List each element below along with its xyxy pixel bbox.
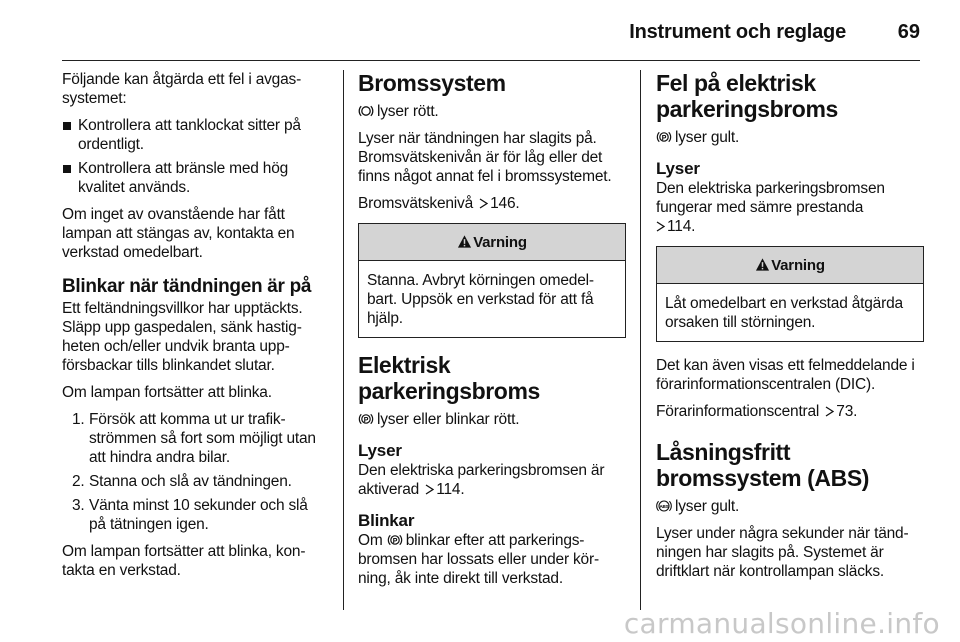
list-item: 1. Försök att komma ut ur trafikströmmen så fort som möjligt utan att hindra andra bilar. (72, 411, 316, 466)
list-item: 2. Stanna och slå av tändningen. (72, 473, 292, 490)
paragraph: Ett feltändningsvillkor har upptäckts. Släpp upp gaspedalen, sänk hastigheten och/eller undvik branta uppförsbackar tills blinkandet slutar. (62, 300, 303, 374)
warning-text: Stanna. Avbryt körningen omedelbart. Uppsök en verkstad för att få hjälp. (367, 272, 595, 327)
column-divider (640, 70, 641, 610)
section-title: Bromssystem (358, 70, 506, 96)
column-1 (62, 70, 327, 588)
paragraph: Om lampan fortsätter att blinka, kontakta en verkstad. (62, 543, 306, 579)
svg-text:ABS: ABS (659, 504, 669, 509)
paragraph: Lyser när tändningen har slagits på. Bromsvätskenivån är för låg eller det finns något annat fel i bromssystemet. (358, 130, 612, 185)
subheading: Lyser (358, 441, 402, 460)
paragraph: Den elektriska parkeringsbromsen är aktiverad 114. (358, 462, 605, 498)
column-3 (656, 70, 924, 589)
warning-text: Låt omedelbart en verkstad åtgärda orsaken till störningen. (665, 295, 903, 331)
svg-text:P: P (363, 416, 369, 424)
parking-brake-icon (387, 532, 403, 548)
bullet-list (62, 116, 327, 197)
warning-header: Varning (657, 247, 923, 284)
page-reference-arrow-icon (425, 484, 434, 495)
page-reference-arrow-icon (656, 221, 665, 232)
warning-triangle-icon (755, 257, 770, 272)
lamp-line: ABS lyser gult. (656, 497, 924, 516)
paragraph: Den elektriska parkeringsbromsen fungerar med sämre prestanda 114. (656, 180, 885, 235)
list-item: 3. Vänta minst 10 sekunder och slå på tätningen igen. (72, 497, 308, 533)
warning-box (358, 223, 626, 338)
parking-brake-icon (656, 129, 672, 145)
section-heading: Blinkar när tändningen är på (62, 276, 312, 297)
intro-text: Följande kan åtgärda ett fel i avgassystemet: (62, 71, 302, 107)
header-title: Instrument och reglage (629, 21, 846, 43)
page-reference-arrow-icon (479, 198, 488, 209)
list-item: Kontrollera att bränsle med hög kvalitet används. (62, 159, 327, 197)
page-number: 69 (897, 21, 920, 43)
subheading: Blinkar (358, 511, 415, 530)
page-header (62, 18, 920, 61)
abs-icon (656, 498, 672, 514)
watermark: carmanualsonline.info (623, 607, 940, 640)
column-2 (358, 70, 626, 596)
warning-box (656, 246, 924, 342)
reference-line: Bromsvätskenivå 146. (358, 195, 520, 212)
column-divider (343, 70, 344, 610)
warning-header: Varning (359, 224, 625, 261)
paragraph: Om inget av ovanstående har fått lampan att stängas av, kontakta en verkstad omedelbart. (62, 206, 295, 261)
paragraph: Det kan även visas ett felmeddelande i förarinformationscentralen (DIC). (656, 357, 915, 393)
section-title: Elektrisk parkeringsbroms (358, 352, 540, 404)
page-reference-arrow-icon (825, 406, 834, 417)
svg-text:P: P (392, 537, 397, 545)
list-item: Kontrollera att tanklockat sitter på ordentligt. (62, 116, 327, 154)
lamp-line: P lyser gult. (656, 128, 924, 147)
lamp-line: lyser rött. (358, 102, 626, 121)
lamp-line: P lyser eller blinkar rött. (358, 410, 626, 429)
section-title: Fel på elektrisk parkeringsbroms (656, 70, 838, 122)
warning-triangle-icon (457, 234, 472, 249)
brake-warning-icon (358, 103, 374, 119)
subheading: Lyser (656, 159, 700, 178)
parking-brake-icon (358, 411, 374, 427)
section-title: Låsningsfritt bromssystem (ABS) (656, 439, 870, 491)
paragraph: Om P blinkar efter att parkeringsbromsen har lossats eller under körning, åk inte direkt till verkstad. (358, 532, 600, 587)
svg-text:P: P (661, 134, 667, 142)
paragraph: Lyser under några sekunder när tändningen har slagits på. Systemet är driftklart när kontrollampan släcks. (656, 525, 909, 580)
numbered-list (62, 410, 327, 534)
reference-line: Förarinformationscentral 73. (656, 403, 858, 420)
paragraph: Om lampan fortsätter att blinka. (62, 384, 272, 401)
